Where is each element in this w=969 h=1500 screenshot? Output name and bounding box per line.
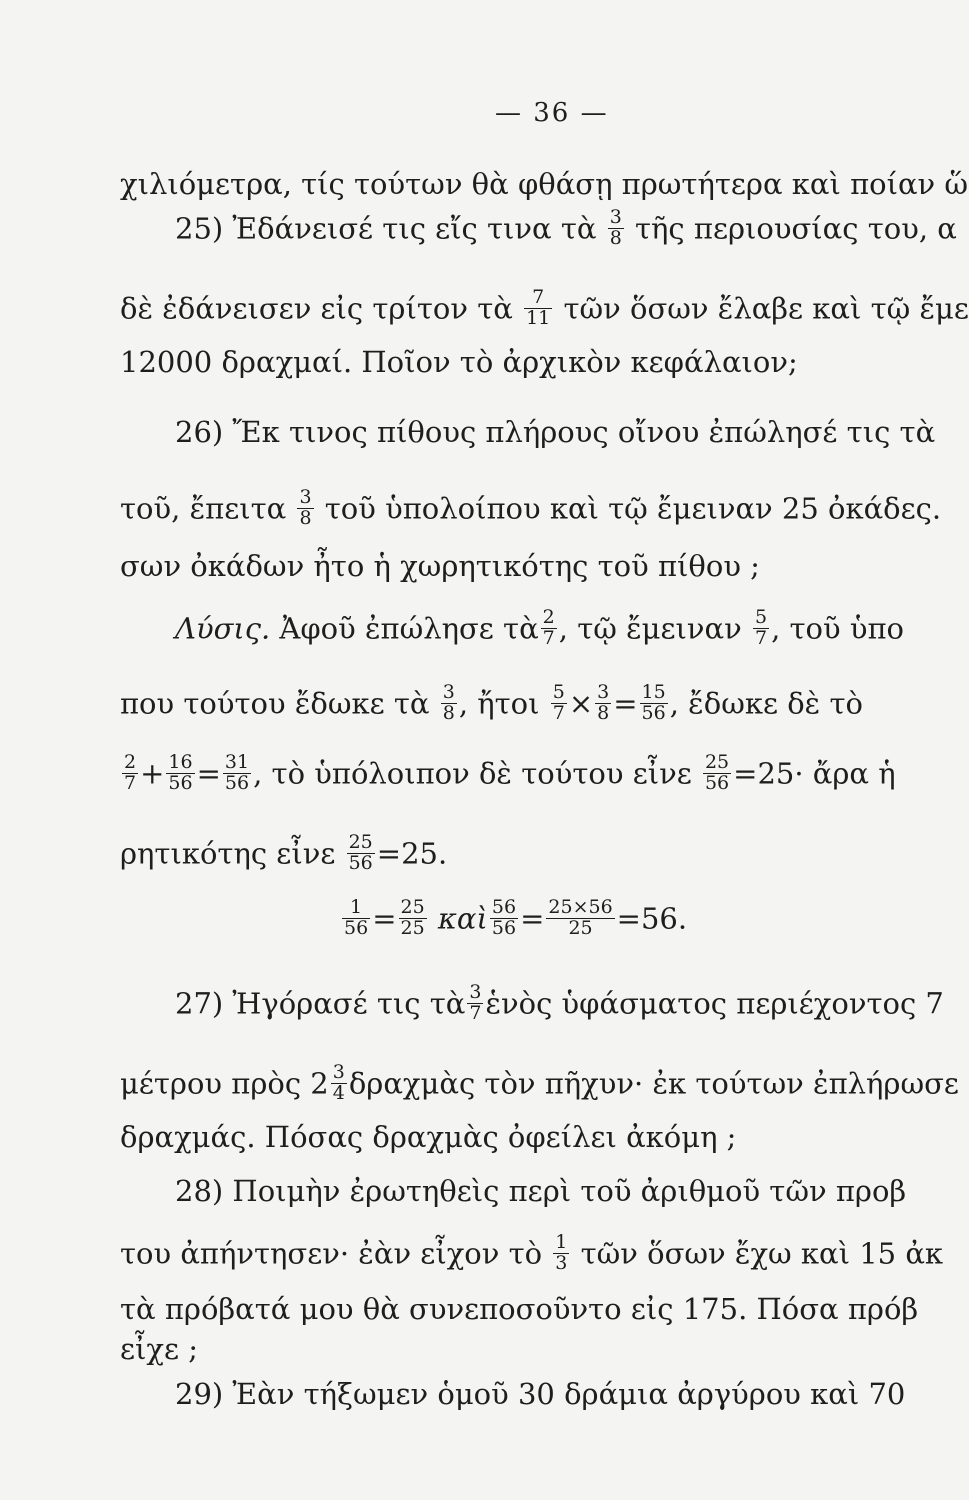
denominator: 7 (469, 1001, 482, 1024)
fraction (122, 753, 138, 794)
line-text: δραχμάς. Πόσας δραχμὰς ὀφείλει ἀκόμη ; (120, 1120, 737, 1154)
text-line (120, 1332, 198, 1366)
line-text: δραχμὰς τὸν πῆχυν· ἐκ τούτων ἐπλήρωσε (348, 1066, 959, 1101)
line-text: που τούτου ἔδωκε τὰ (120, 686, 430, 721)
line-text: σων ὀκάδων ἦτο ἡ χωρητικότης τοῦ πίθου ; (120, 549, 760, 583)
problem-29-line (175, 1377, 906, 1411)
denominator: 7 (552, 701, 565, 724)
line-text: =25· ἄρα ἡ (733, 756, 896, 791)
line-text: 26) Ἔκ τινος πίθους πλήρους οἴνου ἐπώλησέ τις τὰ (175, 415, 936, 449)
numerator: 3 (442, 681, 455, 703)
line-text: ρητικότης εἶνε (120, 836, 336, 871)
numerator: 7 (524, 288, 552, 309)
fraction (166, 753, 194, 794)
fraction (546, 898, 614, 939)
fraction (223, 753, 251, 794)
fraction (608, 208, 624, 249)
fraction (640, 683, 668, 724)
text-line (120, 1120, 737, 1154)
line-text: , τῷ ἔμειναν (558, 611, 742, 646)
numerator: 5 (552, 681, 565, 703)
denominator: 56 (491, 916, 517, 939)
numerator: 25 (348, 831, 373, 853)
text-line (120, 1231, 944, 1276)
numerator: 15 (641, 681, 666, 703)
denominator: 11 (526, 306, 551, 329)
numerator: 2 (124, 751, 137, 773)
fraction (595, 683, 611, 724)
numerator: 25×56 (548, 896, 613, 918)
numerator: 16 (168, 751, 193, 773)
equals-sign: = (613, 686, 638, 721)
line-text: , ἤτοι (458, 686, 540, 721)
problem-28-line (175, 1174, 907, 1208)
problem-27-line (175, 981, 944, 1026)
denominator: 8 (609, 226, 622, 249)
fraction (441, 683, 457, 724)
denominator: 8 (442, 701, 455, 724)
fraction (342, 898, 370, 939)
text-line (120, 831, 448, 876)
line-text: =25. (376, 836, 448, 871)
text-line (120, 167, 969, 201)
line-text: τῶν ὅσων ἔχω καὶ 15 ἀκ (580, 1236, 944, 1271)
line-text: χιλιόμετρα, τίς τούτων θὰ φθάσῃ πρωτήτερα καὶ ποίαν ὥ (120, 167, 969, 201)
solution-label: Λύσις. (175, 611, 271, 646)
fraction (541, 608, 557, 649)
line-text: 25) Ἐδάνεισέ τις εἴς τινα τὰ (175, 211, 597, 246)
numerator: 3 (609, 206, 622, 228)
equals-sign: = (520, 901, 545, 936)
numerator: 25 (400, 896, 425, 918)
line-text: 27) Ἠγόρασέ τις τὰ (175, 986, 466, 1021)
denominator: 56 (704, 771, 730, 794)
denominator: 7 (124, 771, 137, 794)
line-text: του ἀπήντησεν· ἐὰν εἶχον τὸ (120, 1236, 543, 1271)
fraction (399, 898, 427, 939)
fraction (553, 1233, 569, 1274)
fraction (524, 288, 552, 329)
text-line (120, 549, 760, 583)
line-text: , τὸ ὑπόλοιπον δὲ τούτου εἶνε (253, 756, 692, 791)
numerator: 25 (704, 751, 730, 773)
denominator: 25 (568, 916, 593, 939)
fraction (551, 683, 567, 724)
denominator: 3 (555, 1251, 568, 1274)
equation-line (120, 751, 896, 796)
numerator: 3 (299, 486, 312, 508)
fraction (331, 1063, 347, 1104)
denominator: 8 (299, 506, 312, 529)
denominator: 8 (597, 701, 610, 724)
fraction (703, 753, 731, 794)
text-line (120, 345, 798, 379)
line-text: 29) Ἐὰν τήξωμεν ὁμοῦ 30 δράμια ἀργύρου καὶ 70 (175, 1377, 906, 1411)
page-number: — 36 — (495, 98, 609, 128)
equation-line (340, 896, 688, 941)
fraction (467, 983, 483, 1024)
line-text: 12000 δραχμαί. Ποῖον τὸ ἀρχικὸν κεφάλαιον; (120, 345, 798, 379)
line-text: , τοῦ ὑπο (771, 611, 905, 646)
fraction (347, 833, 375, 874)
line-text: δὲ ἐδάνεισεν εἰς τρίτον τὰ (120, 291, 513, 326)
line-text: τῆς περιουσίας του, α (635, 211, 957, 246)
denominator: 25 (400, 916, 425, 939)
line-text: τὰ πρόβατά μου θὰ συνεποσοῦντο εἰς 175. Πόσα πρόβ (120, 1292, 919, 1326)
denominator: 56 (641, 701, 666, 724)
equals-sign: = (372, 901, 397, 936)
line-text: 28) Ποιμὴν ἐρωτηθεὶς περὶ τοῦ ἀριθμοῦ τῶν προβ (175, 1174, 907, 1208)
denominator: 56 (348, 851, 373, 874)
denominator: 7 (754, 626, 768, 649)
line-text: ἑνὸς ὑφάσματος περιέχοντος 7 (485, 986, 944, 1021)
denominator: 56 (168, 771, 193, 794)
text-line (120, 486, 942, 531)
denominator: 56 (224, 771, 250, 794)
text-line (120, 681, 863, 726)
numerator: 1 (342, 898, 370, 919)
line-text: =56. (616, 901, 688, 936)
denominator: 4 (332, 1081, 345, 1104)
numerator: 56 (491, 896, 517, 918)
text-line (120, 1292, 919, 1326)
line-text: Ἀφοῦ ἐπώλησε τὰ (279, 611, 539, 646)
line-text: μέτρου πρὸς 2 (120, 1066, 329, 1101)
line-text: , ἔδωκε δὲ τὸ (669, 686, 863, 721)
line-text: τοῦ ὑπολοίπου καὶ τῷ ἔμειναν 25 ὀκάδες. (324, 491, 942, 526)
equals-sign: = (196, 756, 221, 791)
numerator: 31 (224, 751, 250, 773)
fraction (490, 898, 518, 939)
problem-26-line (175, 415, 936, 449)
times-sign: × (568, 686, 594, 721)
text-line (120, 286, 969, 331)
numerator: 3 (469, 981, 482, 1003)
solution-line (175, 606, 905, 651)
line-text: τῶν ὅσων ἔλαβε καὶ τῷ ἔμε (563, 291, 969, 326)
text-line (120, 1061, 959, 1106)
fraction (753, 608, 769, 649)
denominator: 7 (542, 626, 555, 649)
numerator: 3 (332, 1061, 345, 1083)
fraction (297, 488, 313, 529)
plus-sign: + (140, 756, 165, 791)
numerator: 2 (542, 606, 555, 628)
problem-25-line (175, 206, 957, 251)
line-text: τοῦ, ἔπειτα (120, 491, 287, 526)
numerator: 5 (754, 606, 768, 628)
numerator: 1 (555, 1231, 568, 1253)
numerator: 3 (597, 681, 610, 703)
line-text: εἶχε ; (120, 1332, 198, 1366)
line-text: καὶ (437, 901, 488, 936)
denominator: 56 (344, 916, 369, 939)
